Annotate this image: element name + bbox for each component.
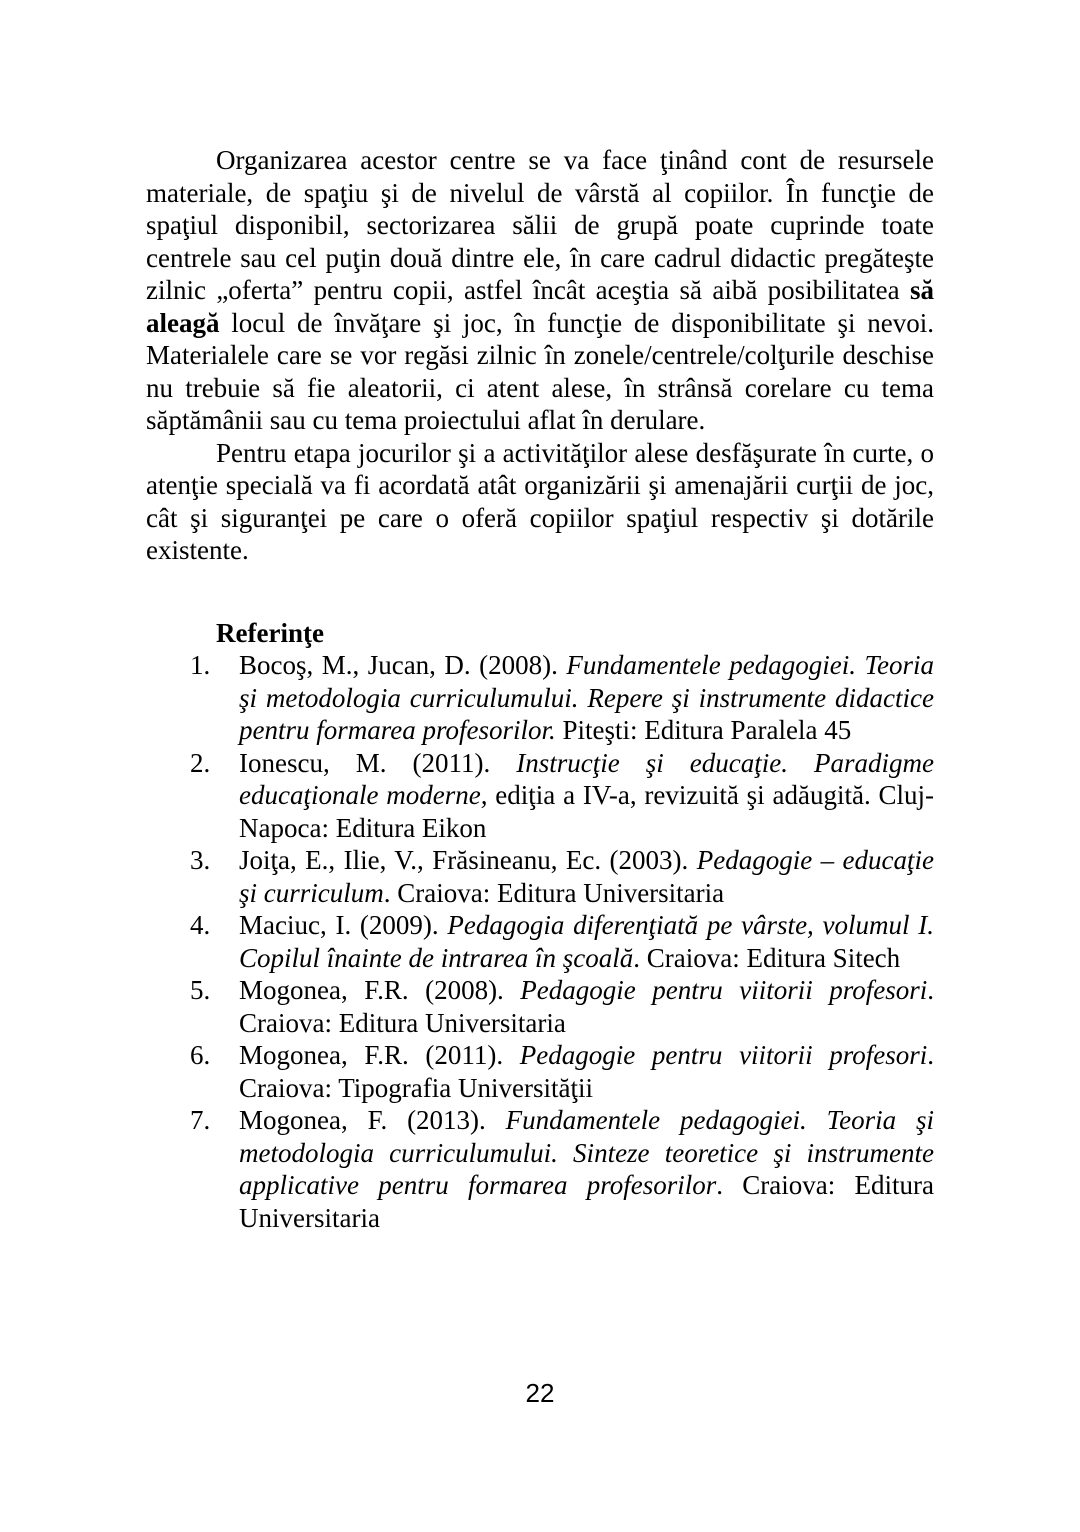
reference-item bbox=[146, 844, 934, 909]
page-number: 22 bbox=[525, 1378, 555, 1408]
paragraph-outdoor: Pentru etapa jocurilor şi a activităţilor alese desfăşurate în curte, o atenţie specială va fi acordată atât organizării şi amenajării curţii de joc, cât şi siguranţei pe care o oferă copiilor spaţiul respectiv şi dotările existente. bbox=[146, 437, 934, 565]
reference-publisher: . Craiova: Editura Universitaria bbox=[239, 1170, 934, 1233]
reference-title: Fundamentele pedagogiei. Teoria şi metodologia curriculumului. Sinteze teoretice şi instrumente applicative pentru formarea profesorilor bbox=[239, 1105, 934, 1200]
references-heading: Referinţe bbox=[216, 617, 324, 648]
reference-authors: Mogonea, F.R. (2011). bbox=[239, 1040, 520, 1070]
reference-number: 6. bbox=[190, 1040, 211, 1070]
reference-number: 3. bbox=[190, 845, 211, 875]
reference-publisher: ediţia a IV-a, revizuită şi adăugită. Cluj-Napoca: Editura Eikon bbox=[239, 780, 935, 843]
reference-publisher: . Craiova: Editura Universitaria bbox=[383, 877, 725, 908]
reference-number: 2. bbox=[190, 747, 211, 778]
reference-authors: Mogonea, F. (2013). bbox=[239, 1105, 506, 1135]
reference-item bbox=[146, 1039, 934, 1104]
paragraph-text: locul de învăţare şi joc, în funcţie de disponibilitate şi nevoi. Materialele care se vor regăsi zilnic în zonele/centrele/colţurile deschise nu trebuie să fie aleatorii, ci atent alese, în strânsă corelare cu tema săptămânii sau cu tema proiectului aflat în derulare. bbox=[146, 307, 934, 435]
reference-title: Fundamentele pedagogiei. Teoria şi metodologia curriculumului. Repere şi instrumente didactice pentru formarea profesorilor. bbox=[239, 650, 934, 745]
reference-authors: Joiţa, E., Ilie, V., Frăsineanu, Ec. (2003). bbox=[239, 845, 697, 875]
reference-item bbox=[146, 649, 934, 747]
reference-authors: Maciuc, I. (2009). bbox=[239, 910, 448, 940]
reference-title: Instrucţie şi educaţie. Paradigme educaţionale moderne, bbox=[239, 747, 934, 810]
references-list bbox=[146, 649, 934, 1234]
reference-authors: Ionescu, M. (2011). bbox=[239, 747, 517, 778]
reference-publisher: . Craiova: Editura Universitaria bbox=[239, 975, 934, 1038]
paragraph-centers bbox=[146, 144, 934, 437]
reference-publisher: Piteşti: Editura Paralela 45 bbox=[555, 715, 852, 745]
reference-title: Pedagogie pentru viitorii profesori bbox=[519, 1040, 928, 1070]
reference-authors: Mogonea, F.R. (2008). bbox=[239, 975, 521, 1005]
paragraph-text: Organizarea acestor centre se va face ţinând cont de resursele materiale, de spaţiu şi de nivelul de vârstă al copiilor. În funcţie de spaţiul disponibil, sectorizarea sălii de grupă poate cuprinde toate centrele sau cel puţin două dintre ele, în care cadrul didactic pregăteşte zilnic „oferta” pentru copii, astfel încât aceştia să aibă posibilitatea bbox=[146, 145, 934, 305]
reference-item bbox=[146, 747, 934, 845]
reference-title: Pedagogia diferenţiată pe vârste, volumul I. Copilul înainte de intrarea în şcoală bbox=[239, 910, 935, 973]
reference-number: 1. bbox=[190, 650, 211, 680]
page-content bbox=[146, 144, 934, 1234]
reference-authors: Bocoş, M., Jucan, D. (2008). bbox=[239, 650, 567, 680]
reference-title: Pedagogie – educaţie şi curriculum bbox=[239, 845, 935, 908]
reference-item bbox=[146, 1104, 934, 1234]
reference-item bbox=[146, 974, 934, 1039]
reference-title: Pedagogie pentru viitorii profesori bbox=[520, 975, 928, 1005]
emphasis-text: să aleagă bbox=[146, 275, 934, 338]
reference-number: 4. bbox=[190, 910, 211, 940]
reference-publisher: . Craiova: Editura Sitech bbox=[633, 942, 901, 973]
reference-publisher: . Craiova: Tipografia Universităţii bbox=[239, 1040, 934, 1103]
reference-item bbox=[146, 909, 934, 974]
reference-number: 5. bbox=[190, 975, 211, 1005]
reference-number: 7. bbox=[190, 1105, 211, 1135]
